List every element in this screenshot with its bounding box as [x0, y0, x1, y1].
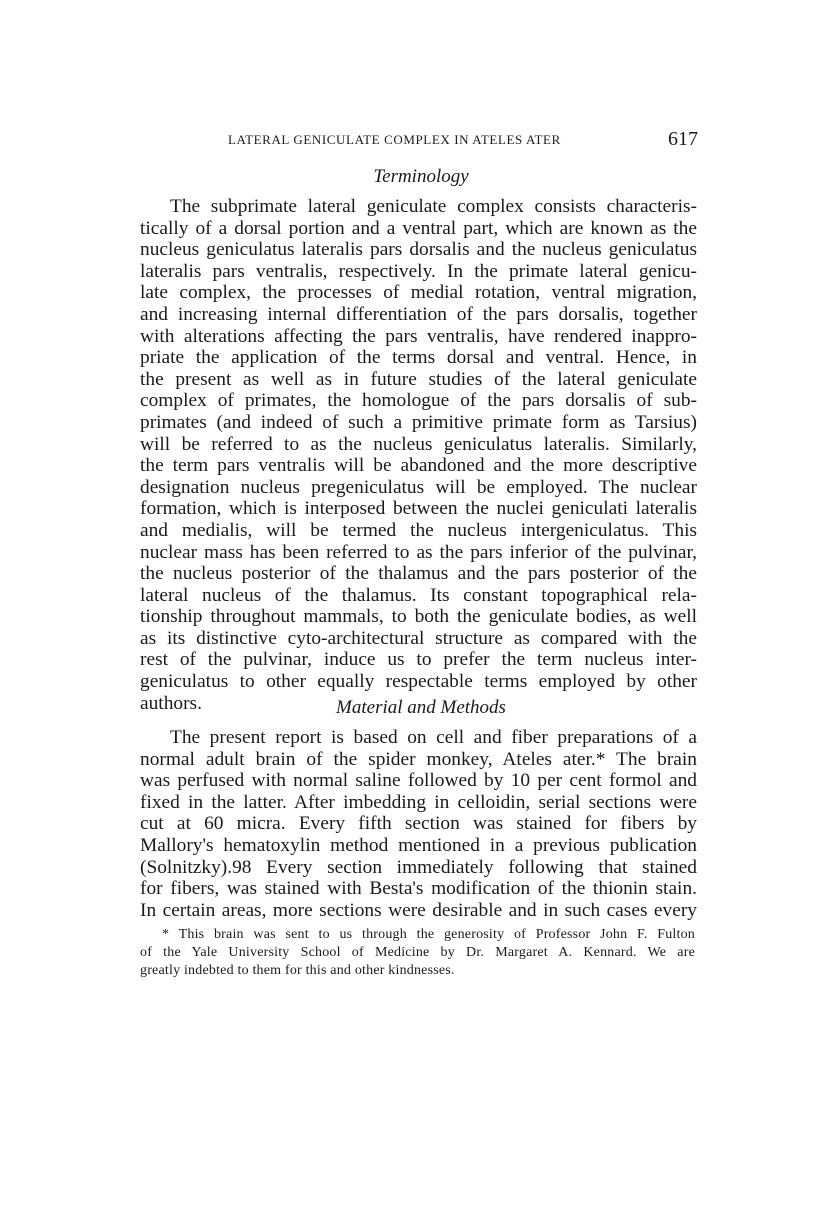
text-line: tically of a dorsal portion and a ventral part, which are known as the — [140, 217, 697, 239]
text-line: primates (and indeed of such a primitive primate form as Tarsius) — [140, 411, 697, 433]
text-line: tionship throughout mammals, to both the geniculate bodies, as well — [140, 606, 697, 628]
section-heading-terminology: Terminology — [373, 166, 469, 187]
text-line: will be referred to as the nucleus geniculatus lateralis. Similarly, — [140, 433, 697, 455]
text-line: (Solnitzky).98 Every section immediately following that stained — [140, 856, 697, 878]
text-line: for fibers, was stained with Besta's modification of the thionin stain. — [140, 878, 697, 900]
page-number: 617 — [668, 128, 698, 150]
text-line: the term pars ventralis will be abandoned and the more descriptive — [140, 455, 697, 477]
text-line: cut at 60 micra. Every fifth section was stained for fibers by — [140, 813, 697, 835]
text-line: the nucleus posterior of the thalamus and the pars posterior of the — [140, 563, 697, 585]
text-line: priate the application of the terms dorsal and ventral. Hence, in — [140, 347, 697, 369]
text-line: was perfused with normal saline followed by 10 per cent formol and — [140, 770, 697, 792]
running-title: LATERAL GENICULATE COMPLEX IN ATELES ATER — [228, 132, 561, 147]
paragraph-material-and-methods — [140, 727, 697, 921]
text-line: nuclear mass has been referred to as the pars inferior of the pulvinar, — [140, 541, 697, 563]
text-line: complex of primates, the homologue of the pars dorsalis of sub- — [140, 390, 697, 412]
footnote — [140, 926, 695, 981]
text-line: normal adult brain of the spider monkey, Ateles ater.* The brain — [140, 748, 697, 770]
text-line: designation nucleus pregeniculatus will be employed. The nuclear — [140, 476, 697, 498]
text-line: the present as well as in future studies of the lateral geniculate — [140, 368, 697, 390]
text-line: The present report is based on cell and fiber preparations of a — [170, 727, 697, 748]
text-line: authors. — [140, 692, 202, 714]
text-line: rest of the pulvinar, induce us to prefer the term nucleus inter- — [140, 649, 697, 671]
paragraph-terminology — [140, 196, 697, 714]
text-line: The subprimate lateral geniculate complex consists characteris- — [170, 196, 697, 217]
text-line: and medialis, will be termed the nucleus intergeniculatus. This — [140, 519, 697, 541]
text-line: and increasing internal differentiation of the pars dorsalis, together — [140, 303, 697, 325]
text-line: In certain areas, more sections were desirable and in such cases every — [140, 899, 697, 921]
text-line: lateralis pars ventralis, respectively. In the primate lateral genicu- — [140, 260, 697, 282]
running-head — [228, 128, 698, 152]
text-line: fixed in the latter. After imbedding in celloidin, serial sections were — [140, 791, 697, 813]
text-line: as its distinctive cyto-architectural structure as compared with the — [140, 627, 697, 649]
footnote-line: greatly indebted to them for this and other kindnesses. — [140, 963, 455, 979]
footnote-line: * This brain was sent to us through the generosity of Professor John F. Fulton — [162, 927, 695, 942]
text-line: geniculatus to other equally respectable terms employed by other — [140, 671, 697, 693]
footnote-line: of the Yale University School of Medicine by Dr. Margaret A. Kennard. We are — [140, 945, 695, 961]
section-heading-material-and-methods: Material and Methods — [336, 697, 506, 718]
text-line: formation, which is interposed between the nuclei geniculati lateralis — [140, 498, 697, 520]
text-line: Mallory's hematoxylin method mentioned in a previous publication — [140, 834, 697, 856]
text-line: late complex, the processes of medial rotation, ventral migration, — [140, 282, 697, 304]
text-line: nucleus geniculatus lateralis pars dorsalis and the nucleus geniculatus — [140, 239, 697, 261]
text-line: with alterations affecting the pars ventralis, have rendered inappro- — [140, 325, 697, 347]
text-line: lateral nucleus of the thalamus. Its constant topographical rela- — [140, 584, 697, 606]
